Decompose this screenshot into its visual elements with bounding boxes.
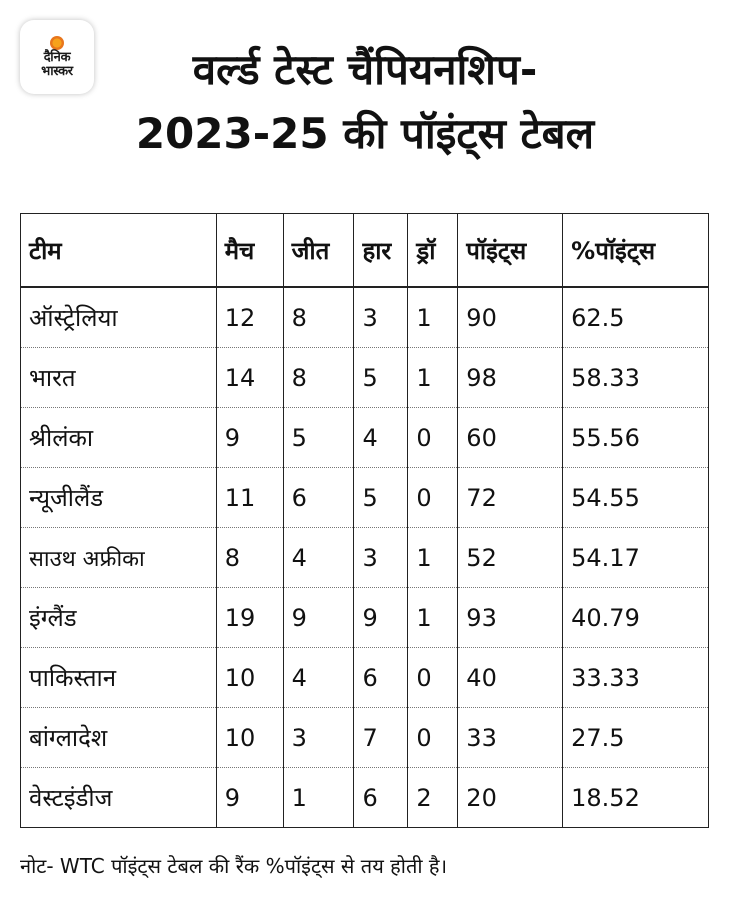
cell-team: श्रीलंका — [21, 408, 217, 468]
logo-line-2: भास्कर — [41, 63, 73, 79]
cell-draws: 0 — [408, 408, 458, 468]
title-line-2: 2023-25 की पॉइंट्स टेबल — [135, 109, 595, 158]
cell-wins: 4 — [283, 528, 354, 588]
cell-wins: 8 — [283, 348, 354, 408]
cell-wins: 3 — [283, 708, 354, 768]
cell-team: ऑस्ट्रेलिया — [21, 287, 217, 348]
cell-points: 90 — [458, 287, 563, 348]
cell-wins: 1 — [283, 768, 354, 828]
cell-team: साउथ अफ्रीका — [21, 528, 217, 588]
header-team: टीम — [21, 214, 217, 288]
cell-losses: 6 — [354, 768, 408, 828]
cell-matches: 14 — [216, 348, 283, 408]
cell-points: 98 — [458, 348, 563, 408]
cell-team: न्यूजीलैंड — [21, 468, 217, 528]
cell-draws: 0 — [408, 708, 458, 768]
cell-wins: 6 — [283, 468, 354, 528]
cell-team: भारत — [21, 348, 217, 408]
cell-draws: 1 — [408, 348, 458, 408]
cell-points-percent: 18.52 — [563, 768, 709, 828]
cell-wins: 5 — [283, 408, 354, 468]
table-row — [21, 708, 709, 768]
cell-wins: 8 — [283, 287, 354, 348]
header-losses: हार — [354, 214, 408, 288]
cell-matches: 12 — [216, 287, 283, 348]
cell-points-percent: 54.55 — [563, 468, 709, 528]
cell-draws: 0 — [408, 648, 458, 708]
cell-points-percent: 58.33 — [563, 348, 709, 408]
cell-matches: 8 — [216, 528, 283, 588]
table-header-row — [21, 214, 709, 288]
cell-losses: 3 — [354, 528, 408, 588]
cell-matches: 9 — [216, 768, 283, 828]
cell-losses: 9 — [354, 588, 408, 648]
cell-points-percent: 27.5 — [563, 708, 709, 768]
cell-team: इंग्लैंड — [21, 588, 217, 648]
points-table — [20, 213, 709, 828]
cell-team: पाकिस्तान — [21, 648, 217, 708]
cell-points: 60 — [458, 408, 563, 468]
table-row — [21, 287, 709, 348]
cell-draws: 1 — [408, 588, 458, 648]
table-row — [21, 528, 709, 588]
cell-points: 40 — [458, 648, 563, 708]
cell-points: 93 — [458, 588, 563, 648]
cell-points-percent: 33.33 — [563, 648, 709, 708]
cell-losses: 5 — [354, 348, 408, 408]
table-row — [21, 468, 709, 528]
cell-points-percent: 55.56 — [563, 408, 709, 468]
table-row — [21, 408, 709, 468]
cell-wins: 9 — [283, 588, 354, 648]
sun-icon — [50, 36, 64, 50]
cell-losses: 4 — [354, 408, 408, 468]
cell-wins: 4 — [283, 648, 354, 708]
cell-draws: 0 — [408, 468, 458, 528]
cell-losses: 5 — [354, 468, 408, 528]
header-wins: जीत — [283, 214, 354, 288]
cell-matches: 19 — [216, 588, 283, 648]
cell-team: बांग्लादेश — [21, 708, 217, 768]
table-row — [21, 768, 709, 828]
cell-losses: 6 — [354, 648, 408, 708]
title-line-1: वर्ल्ड टेस्ट चैंपियनशिप- — [192, 45, 538, 94]
footnote: नोट- WTC पॉइंट्स टेबल की रैंक %पॉइंट्स से तय होती है। — [20, 854, 448, 878]
cell-team: वेस्टइंडीज — [21, 768, 217, 828]
cell-matches: 10 — [216, 648, 283, 708]
header-draws: ड्रॉ — [408, 214, 458, 288]
cell-matches: 10 — [216, 708, 283, 768]
cell-points: 72 — [458, 468, 563, 528]
cell-draws: 1 — [408, 287, 458, 348]
table-row — [21, 588, 709, 648]
cell-points: 33 — [458, 708, 563, 768]
cell-matches: 11 — [216, 468, 283, 528]
header-points-percent: %पॉइंट्स — [563, 214, 709, 288]
cell-draws: 1 — [408, 528, 458, 588]
cell-matches: 9 — [216, 408, 283, 468]
cell-points: 20 — [458, 768, 563, 828]
cell-losses: 7 — [354, 708, 408, 768]
table-row — [21, 348, 709, 408]
cell-draws: 2 — [408, 768, 458, 828]
header-matches: मैच — [216, 214, 283, 288]
cell-points-percent: 54.17 — [563, 528, 709, 588]
cell-points-percent: 62.5 — [563, 287, 709, 348]
cell-losses: 3 — [354, 287, 408, 348]
page-title — [100, 38, 630, 166]
logo-line-1: दैनिक — [43, 49, 71, 65]
header-points: पॉइंट्स — [458, 214, 563, 288]
table-row — [21, 648, 709, 708]
cell-points-percent: 40.79 — [563, 588, 709, 648]
dainik-bhaskar-logo — [20, 20, 94, 94]
cell-points: 52 — [458, 528, 563, 588]
